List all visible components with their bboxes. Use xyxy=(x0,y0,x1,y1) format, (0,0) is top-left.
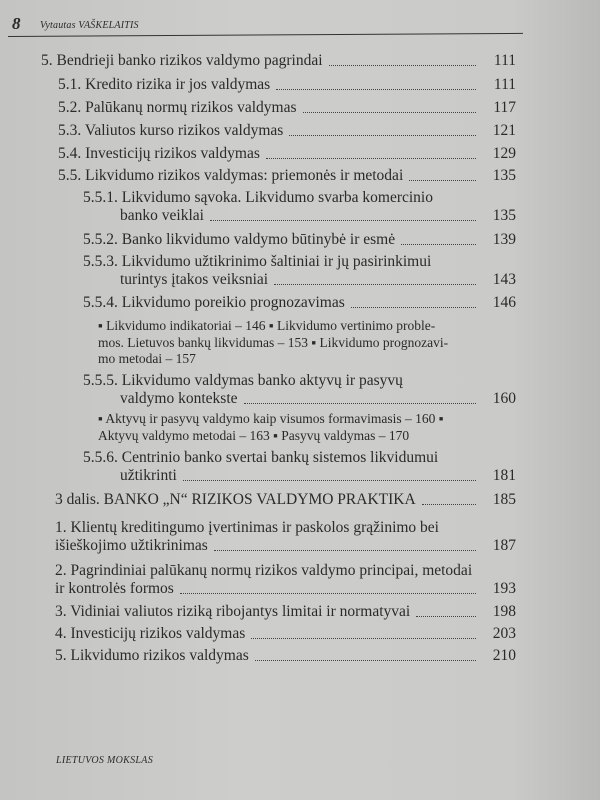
dot-leader xyxy=(289,135,476,136)
toc-entry[interactable] xyxy=(55,491,516,509)
toc-entry-title-line: 5.5.3. Likvidumo užtikrinimo šaltiniai ir jų pasirinkimui xyxy=(83,253,432,270)
toc-entry-title-line: 5.5.1. Likvidumo sąvoka. Likvidumo svarba komercinio xyxy=(83,189,433,206)
running-header-author: Vytautas VAŠKELAITIS xyxy=(40,20,139,31)
toc-entry-page: 111 xyxy=(493,76,516,93)
toc-entry-page: 135 xyxy=(492,167,516,184)
dot-leader xyxy=(266,158,476,159)
toc-entry-page: 203 xyxy=(492,625,516,642)
dot-leader xyxy=(214,550,476,551)
dot-leader xyxy=(422,504,476,505)
toc-subtopics-note: mos. Lietuvos bankų likvidumas – 153 ▪ Likvidumo prognozavi- xyxy=(98,334,449,350)
toc-entry-page: 111 xyxy=(493,52,516,69)
toc-entry[interactable] xyxy=(120,467,516,485)
toc-entry-title: 4. Investicijų rizikos valdymas xyxy=(55,625,246,642)
dot-leader xyxy=(329,65,476,66)
toc-entry-title: išieškojimo užtikrinimas xyxy=(55,537,208,554)
toc-entry-page: 187 xyxy=(492,537,516,554)
toc-entry[interactable] xyxy=(55,580,516,598)
toc-entry-title: 5.4. Investicijų rizikos valdymas xyxy=(58,145,260,162)
toc-entry[interactable] xyxy=(58,99,516,117)
dot-leader xyxy=(274,284,476,285)
toc-entry-title: 5.5.2. Banko likvidumo valdymo būtinybė ir esmė xyxy=(83,231,396,248)
toc-entry-title: valdymo kontekste xyxy=(120,390,238,407)
toc-entry[interactable] xyxy=(41,52,516,70)
dot-leader xyxy=(409,180,476,181)
toc-entry-page: 143 xyxy=(492,271,516,288)
toc-entry[interactable] xyxy=(120,271,516,289)
toc-entry-title: 5. Bendrieji banko rizikos valdymo pagrindai xyxy=(41,52,323,69)
toc-entry[interactable] xyxy=(58,167,516,185)
toc-entry-title: 5.2. Palūkanų normų rizikos valdymas xyxy=(58,99,297,116)
toc-entry-page: 139 xyxy=(492,231,516,248)
toc-entry-title-line: 5.5.5. Likvidumo valdymas banko aktyvų ir pasyvų xyxy=(83,372,403,389)
toc-entry[interactable] xyxy=(55,647,516,665)
dot-leader xyxy=(303,112,477,113)
toc-entry[interactable] xyxy=(83,231,516,249)
dot-leader xyxy=(180,593,476,594)
toc-entry-page: 135 xyxy=(492,207,516,224)
footer-publisher: LIETUVOS MOKSLAS xyxy=(56,755,154,766)
toc-entry-title: banko veiklai xyxy=(120,207,204,224)
dot-leader xyxy=(401,244,476,245)
header-rule xyxy=(8,33,523,37)
toc-entry-title: 3. Vidiniai valiutos riziką ribojantys limitai ir normatyvai xyxy=(55,603,411,620)
toc-entry[interactable] xyxy=(120,390,516,408)
toc-entry-title: 5.5.4. Likvidumo poreikio prognozavimas xyxy=(83,294,345,311)
toc-entry-title-line: 1. Klientų kreditingumo įvertinimas ir paskolos grąžinimo bei xyxy=(55,519,439,536)
toc-entry-page: 129 xyxy=(492,145,516,162)
toc-entry[interactable] xyxy=(58,122,516,140)
toc-entry-title: turintys įtakos veiksniai xyxy=(120,271,269,288)
toc-entry-title: 3 dalis. BANKO „N“ RIZIKOS VALDYMO PRAKTIKA xyxy=(55,491,416,508)
toc-entry-title-line: 2. Pagrindiniai palūkanų normų rizikos valdymo principai, metodai xyxy=(55,562,473,579)
toc-subtopics-note: Aktyvų valdymo metodai – 163 ▪ Pasyvų valdymas – 170 xyxy=(98,427,410,443)
toc-entry[interactable] xyxy=(83,294,516,312)
toc-entry[interactable] xyxy=(120,207,516,225)
toc-entry-title: 5. Likvidumo rizikos valdymas xyxy=(55,647,249,664)
toc-entry[interactable] xyxy=(58,145,516,163)
toc-entry-page: 160 xyxy=(492,390,516,407)
toc-entry-page: 146 xyxy=(492,294,516,311)
dot-leader xyxy=(210,220,476,221)
toc-entry[interactable] xyxy=(55,625,516,643)
toc-entry[interactable] xyxy=(55,603,516,621)
toc-entry[interactable] xyxy=(55,537,516,555)
toc-entry-title: 5.3. Valiutos kurso rizikos valdymas xyxy=(58,122,284,139)
dot-leader xyxy=(251,638,476,639)
toc-entry-page: 121 xyxy=(492,122,516,139)
toc-entry-title: 5.1. Kredito rizika ir jos valdymas xyxy=(58,76,271,93)
toc-entry-title: ir kontrolės formos xyxy=(55,580,174,597)
page-number: 8 xyxy=(12,14,21,33)
dot-leader xyxy=(351,307,476,308)
toc-entry-title-line: 5.5.6. Centrinio banko svertai bankų sistemos likvidumui xyxy=(83,449,439,466)
toc-entry[interactable] xyxy=(58,76,516,94)
toc-entry-page: 117 xyxy=(493,99,516,116)
dot-leader xyxy=(416,616,476,617)
toc-entry-title: 5.5. Likvidumo rizikos valdymas: priemonės ir metodai xyxy=(58,167,404,184)
toc-subtopics-note: ▪ Likvidumo indikatoriai – 146 ▪ Likvidumo vertinimo proble- xyxy=(98,318,436,333)
dot-leader xyxy=(183,480,476,481)
toc-entry-page: 210 xyxy=(492,647,516,664)
toc-entry-page: 185 xyxy=(492,491,516,508)
toc-entry-page: 193 xyxy=(492,580,516,597)
dot-leader xyxy=(244,403,476,404)
dot-leader xyxy=(255,660,476,661)
toc-entry-page: 198 xyxy=(492,603,516,620)
toc-entry-page: 181 xyxy=(492,467,516,484)
dot-leader xyxy=(276,89,476,90)
toc-subtopics-note: mo metodai – 157 xyxy=(98,351,196,366)
toc-entry-title: užtikrinti xyxy=(120,467,177,484)
toc-subtopics-note: ▪ Aktyvų ir pasyvų valdymo kaip visumos formavimasis – 160 ▪ xyxy=(98,411,444,426)
